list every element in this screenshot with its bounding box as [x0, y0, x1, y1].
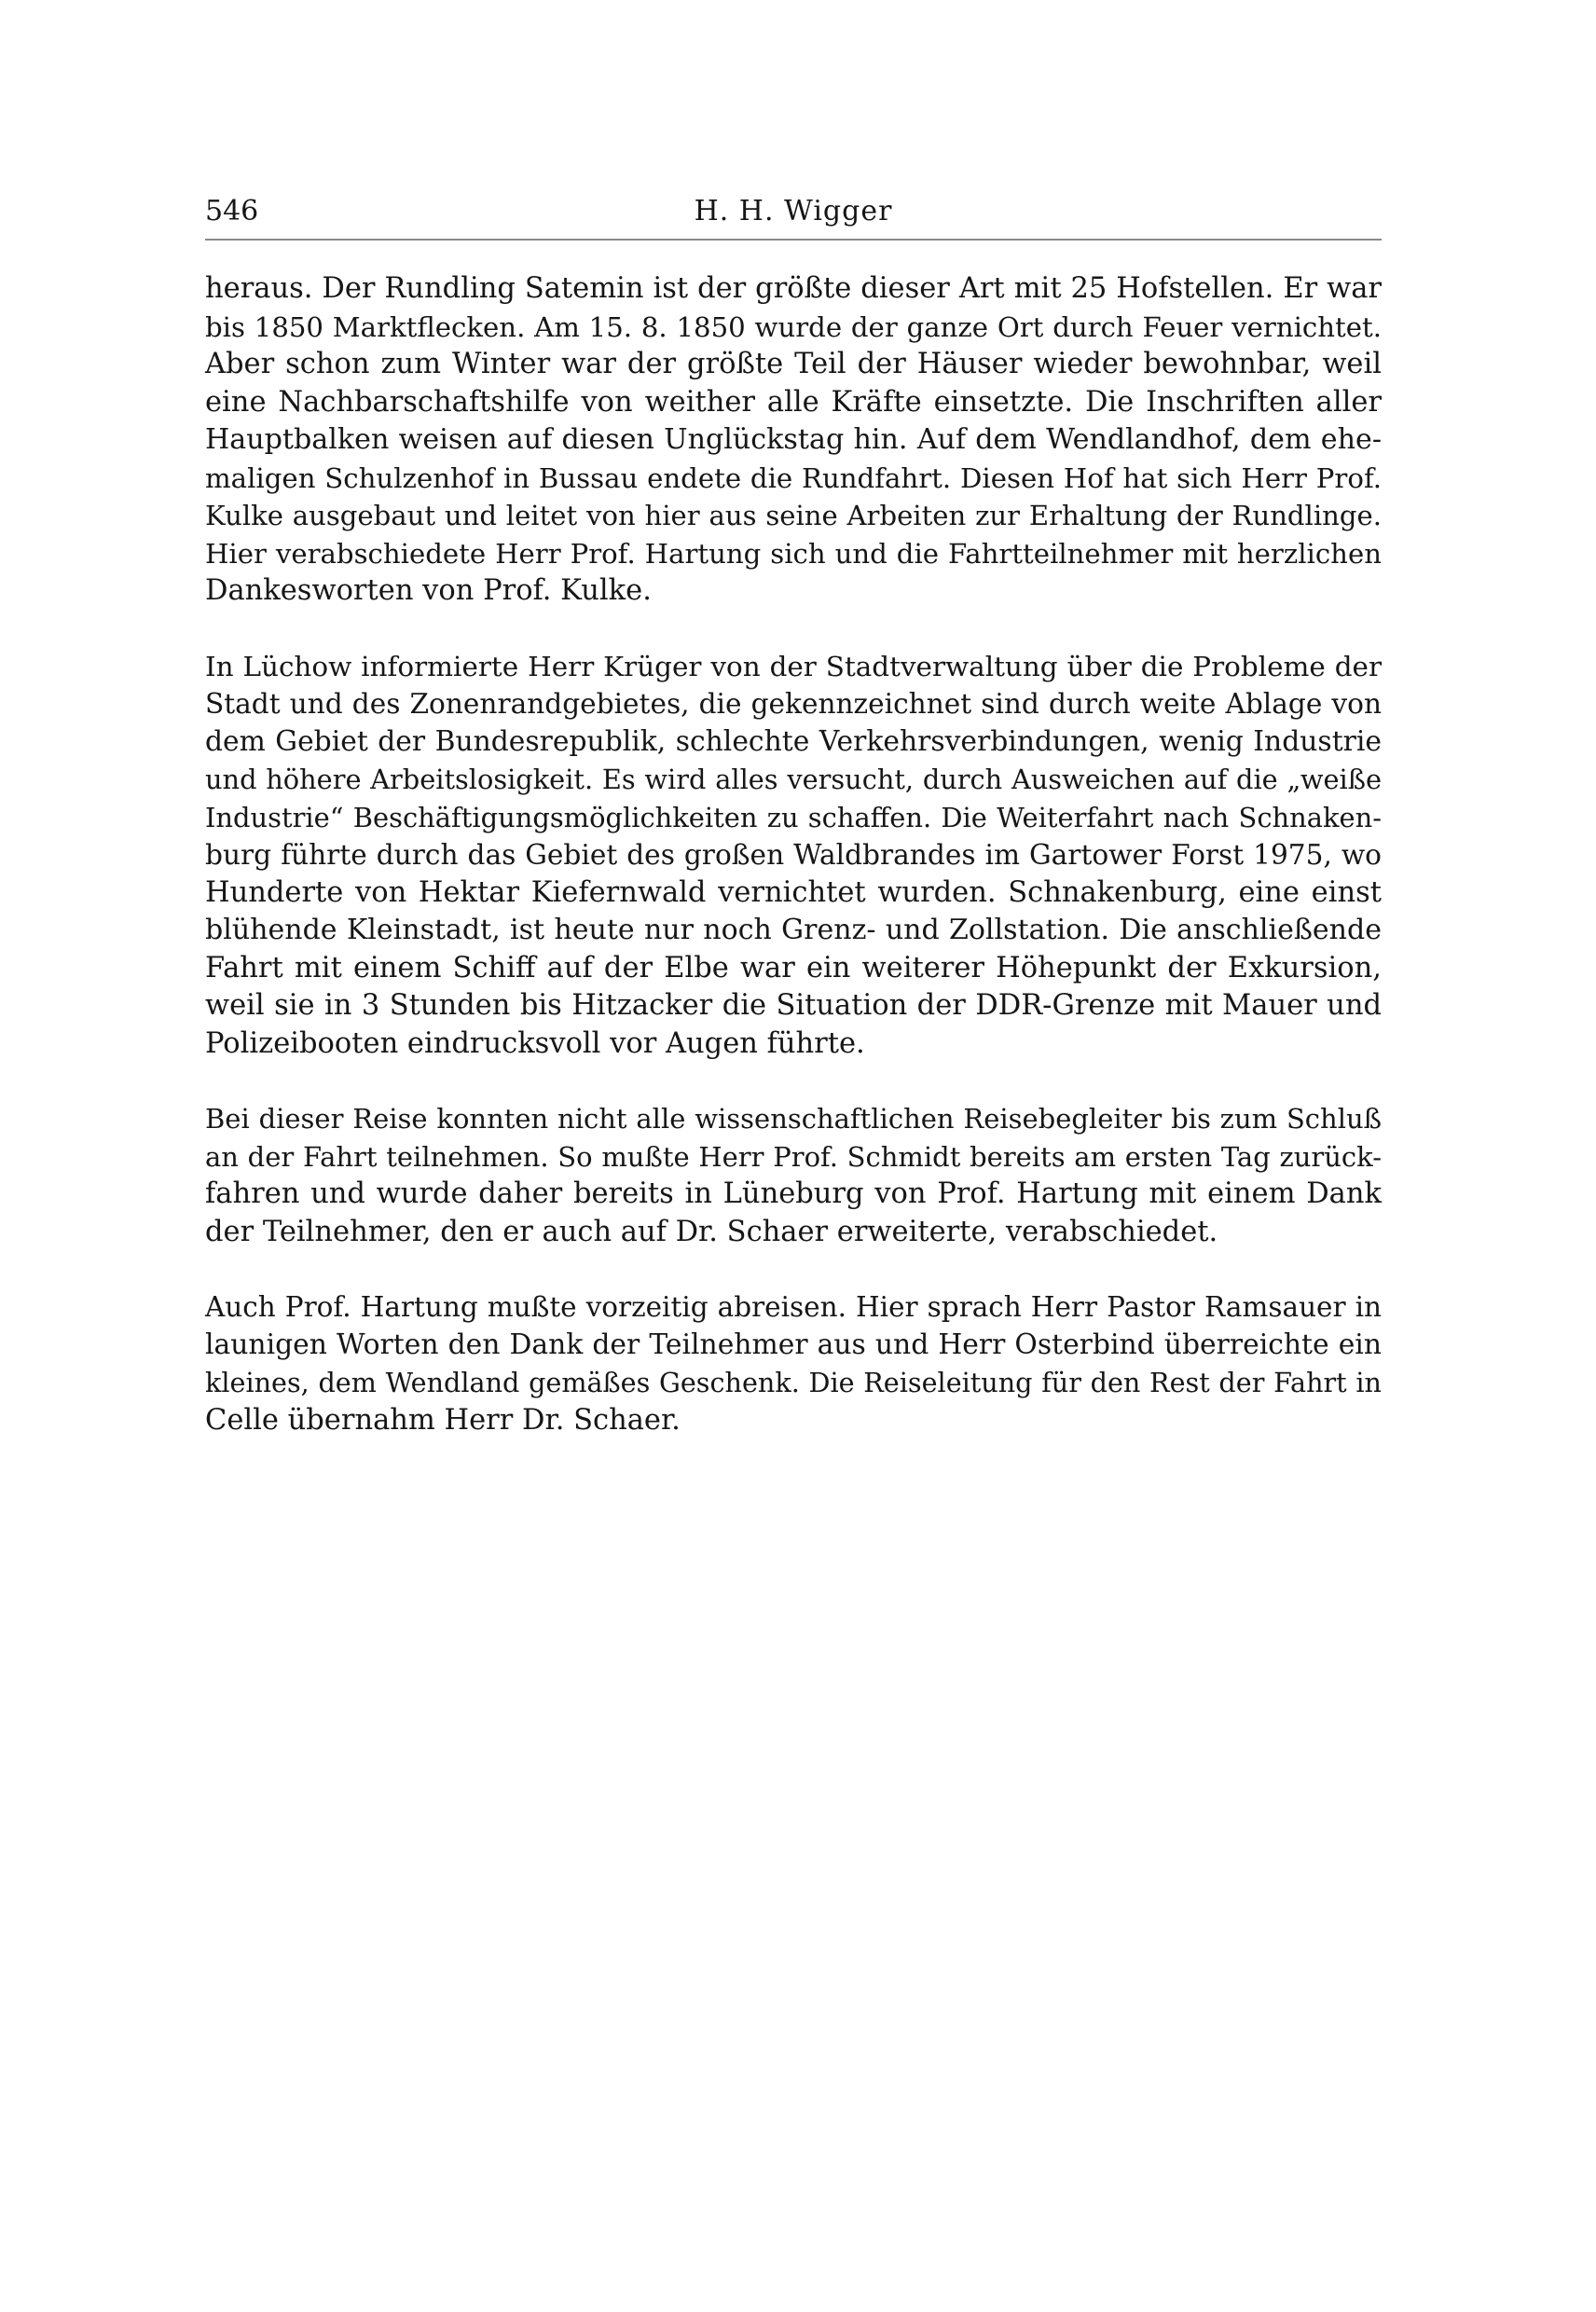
text-line: Kulke ausgebaut und leitet von hier aus seine Arbeiten zur Erhaltung der Rundlinge.	[205, 500, 1382, 531]
page-number: 546	[205, 195, 259, 227]
paragraph-3	[205, 1100, 1382, 1251]
text-line: Aber schon zum Winter war der größte Teil der Häuser wieder bewohnbar, weil	[205, 348, 1382, 380]
text-line: an der Fahrt teilnehmen. So mußte Herr Prof. Schmidt bereits am ersten Tag zurück-	[205, 1140, 1382, 1173]
paragraph-4	[205, 1288, 1382, 1439]
text-line: Fahrt mit einem Schiff auf der Elbe war ein weiterer Höhepunkt der Exkursion,	[205, 951, 1382, 984]
text-line: maligen Schulzenhof in Bussau endete die Rundfahrt. Diesen Hof hat sich Herr Prof.	[205, 461, 1382, 494]
text-line: Auch Prof. Hartung mußte vorzeitig abreisen. Hier sprach Herr Pastor Ramsauer in	[205, 1291, 1382, 1323]
running-head	[205, 190, 1382, 233]
text-line: fahren und wurde daher bereits in Lüneburg von Prof. Hartung mit einem Dank	[205, 1177, 1382, 1210]
text-line: burg führte durch das Gebiet des großen Waldbrandes im Gartower Forst 1975, wo	[205, 839, 1382, 871]
running-title-author: H. H. Wigger	[694, 195, 893, 227]
body-text	[205, 270, 1382, 1477]
text-line: Celle übernahm Herr Dr. Schaer.	[205, 1403, 681, 1437]
text-line: Hauptbalken weisen auf diesen Unglückstag hin. Auf dem Wendlandhof, dem ehe-	[205, 423, 1382, 456]
text-line: Stadt und des Zonenrandgebietes, die gekennzeichnet sind durch weite Ablage von	[205, 688, 1382, 720]
text-line: heraus. Der Rundling Satemin ist der größte dieser Art mit 25 Hofstellen. Er war	[205, 272, 1382, 305]
text-line: launigen Worten den Dank der Teilnehmer aus und Herr Osterbind überreichte ein	[205, 1328, 1382, 1361]
text-line: Bei dieser Reise konnten nicht alle wissenschaftlichen Reisebegleiter bis zum Schluß	[205, 1103, 1382, 1135]
header-rule	[205, 239, 1382, 241]
text-line: bis 1850 Marktflecken. Am 15. 8. 1850 wurde der ganze Ort durch Feuer vernichtet.	[205, 310, 1382, 343]
text-line: kleines, dem Wendland gemäßes Geschenk. Die Reiseleitung für den Rest der Fahrt in	[205, 1367, 1382, 1398]
text-line: Industrie“ Beschäftigungsmöglichkeiten zu schaffen. Die Weiterfahrt nach Schnaken-	[205, 801, 1382, 833]
paragraph-2	[205, 648, 1382, 1064]
text-line: Hier verabschiedete Herr Prof. Hartung sich und die Fahrtteilnehmer mit herzlichen	[205, 537, 1382, 570]
text-line: und höhere Arbeitslosigkeit. Es wird alles versucht, durch Ausweichen auf die „weiße	[205, 764, 1382, 795]
text-line: blühende Kleinstadt, ist heute nur noch Grenz- und Zollstation. Die anschließende	[205, 914, 1382, 946]
text-line: weil sie in 3 Stunden bis Hitzacker die Situation der DDR-Grenze mit Mauer und	[205, 989, 1382, 1022]
text-line: dem Gebiet der Bundesrepublik, schlechte Verkehrsverbindungen, wenig Industrie	[205, 724, 1382, 758]
text-line: In Lüchow informierte Herr Krüger von der Stadtverwaltung über die Probleme der	[205, 650, 1382, 682]
paragraph-1	[205, 270, 1382, 611]
text-line: Dankesworten von Prof. Kulke.	[205, 574, 652, 607]
text-line: Polizeibooten eindrucksvoll vor Augen führte.	[205, 1026, 865, 1060]
text-line: Hunderte von Hektar Kiefernwald vernichtet wurden. Schnakenburg, eine einst	[205, 875, 1382, 909]
text-line: eine Nachbarschaftshilfe von weither alle Kräfte einsetzte. Die Inschriften aller	[205, 385, 1382, 419]
text-line: der Teilnehmer, den er auch auf Dr. Schaer erweiterte, verabschiedet.	[205, 1215, 1218, 1248]
